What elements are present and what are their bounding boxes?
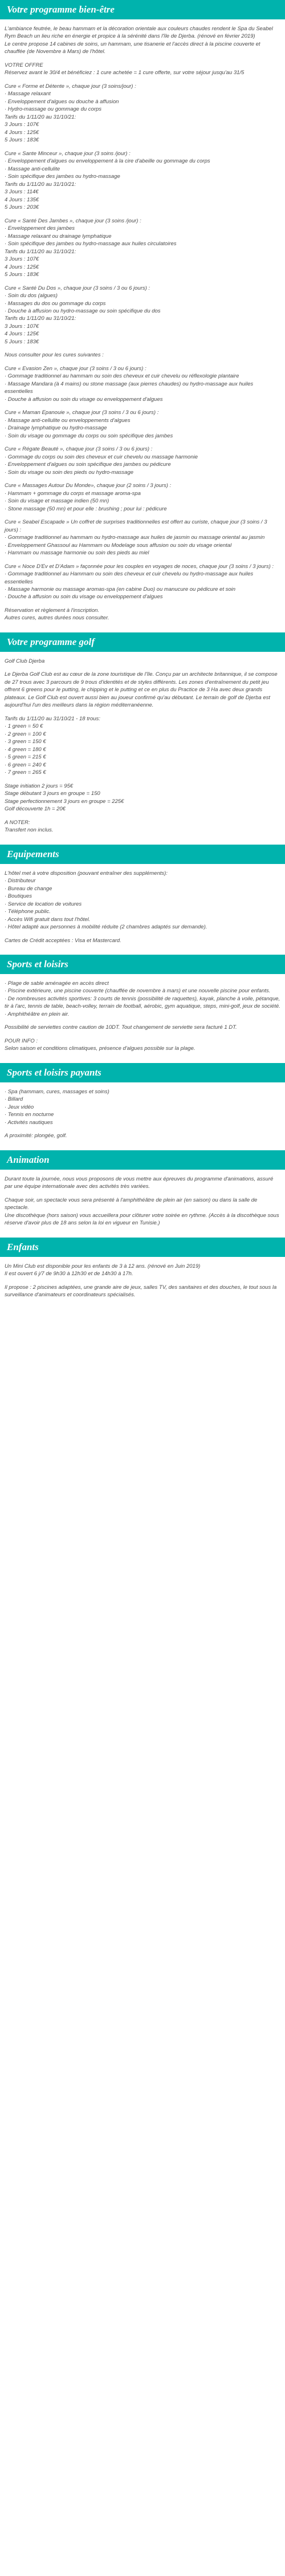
text-line: Nous consulter pour les cures suivantes : bbox=[5, 352, 104, 359]
paragraph bbox=[5, 607, 280, 622]
text-line: A NOTER: bbox=[5, 819, 30, 826]
text-line: Cure « Noce D'Ev et D'Adam » façonnée pour les couples en voyages de noces, chaque jour (3 soins / 3 jours) : bbox=[5, 563, 274, 570]
text-line: 3 Jours : 107€ bbox=[5, 256, 39, 263]
text-line: Tarifs du 1/11/20 au 31/10/21: bbox=[5, 181, 76, 188]
text-line: Cure « Maman Epanouie », chaque jour (3 soins / 3 ou 6 jours) : bbox=[5, 409, 159, 416]
paragraph bbox=[5, 658, 280, 665]
paragraph bbox=[5, 445, 280, 476]
paragraph bbox=[5, 150, 280, 212]
text-line: · Gommage traditionnel au Hammam ou soin des cheveux et cuir chevelu ou hydro-massage aux huiles essentielles bbox=[5, 571, 254, 585]
text-line: · 4 green = 180 € bbox=[5, 746, 46, 753]
text-line: POUR INFO : bbox=[5, 1037, 38, 1044]
text-line: · Soin du visage ou gommage du corps ou soin spécifique des jambes bbox=[5, 432, 173, 439]
text-line: · 1 green = 50 € bbox=[5, 723, 43, 730]
text-line: · Stone massage (50 mn) et pour elle : brushing ; pour lui : pédicure bbox=[5, 505, 167, 512]
text-line: · Massage Mandara (à 4 mains) ou stone massage (aux pierres chaudes) ou hydro-massage aux huiles essentielles bbox=[5, 380, 254, 395]
text-line: · Téléphone public. bbox=[5, 908, 51, 915]
text-line: · Massage relaxant ou drainage lymphatique bbox=[5, 233, 112, 240]
paragraph bbox=[5, 671, 280, 709]
section-title: Enfants bbox=[0, 1238, 285, 1257]
text-line: · Enveloppement Ghassoul au Hammam ou Modelage sous affusion ou soin du visage oriental bbox=[5, 542, 232, 549]
paragraph bbox=[5, 1284, 280, 1299]
paragraph bbox=[5, 1196, 280, 1227]
text-line: · Hammam + gommage du corps et massage aroma-spa bbox=[5, 490, 141, 497]
text-line: Tarifs du 1/11/20 au 31/10/21: bbox=[5, 315, 76, 322]
section-content bbox=[0, 870, 285, 944]
text-line: · Soin spécifique des jambes ou hydro-massage aux huiles circulatoires bbox=[5, 241, 177, 248]
section bbox=[0, 1238, 285, 1299]
text-line: Tarifs du 1/11/20 au 31/10/21: bbox=[5, 248, 76, 255]
text-line: · Gommage du corps ou soin des cheveux et cuir chevelu ou massage harmonie bbox=[5, 453, 198, 460]
text-line: Cure « Seabel Escapade » Un coffret de surprises traditionnelles est offert au curiste, chaque jour (3 soins / 3 jours) : bbox=[5, 519, 267, 533]
text-line: Cure « Evasion Zen », chaque jour (3 soins / 3 ou 6 jours) : bbox=[5, 365, 146, 372]
paragraph bbox=[5, 62, 280, 77]
paragraph bbox=[5, 25, 280, 56]
text-line: Cure « Régate Beauté », chaque jour (3 soins / 3 ou 6 jours) : bbox=[5, 446, 153, 453]
text-line: · Spa (hammam, cures, massages et soins) bbox=[5, 1088, 109, 1095]
text-line: · 3 green = 150 € bbox=[5, 739, 46, 745]
text-line: · Massage anti-cellulite bbox=[5, 165, 60, 172]
text-line: 4 Jours : 135€ bbox=[5, 196, 39, 203]
text-line: Un Mini Club est disponible pour les enfants de 3 à 12 ans. (rénové en Juin 2019) bbox=[5, 1263, 201, 1269]
text-line: Cure « Forme et Détente », chaque jour (3 soins/jour) : bbox=[5, 83, 136, 90]
section-title: Sports et loisirs payants bbox=[0, 1063, 285, 1082]
section bbox=[0, 955, 285, 1053]
text-line: 3 Jours : 114€ bbox=[5, 189, 39, 196]
text-line: Le Djerba Golf Club est au cœur de la zone touristique de l'île. Conçu par un architecte britannique, il se compose de 27 trous avec 3 parcours de 9 trous d'identités et de styles différents. Les zones d'entraînement du petit jeu offrent 6 greens pour le putting, le chipping et le putting et ce en plus du Practice de 3 Ha avec deux grands plateaux. Le Golf Club est ouvert aussi bien au joueur confirmé qu'au débutant. Le terrain de golf de Djerba est aujourd'hui l'un des meilleurs dans la région méditerranéenne. bbox=[5, 671, 278, 709]
text-line: Autres cures, autres durées nous consulter. bbox=[5, 615, 109, 622]
text-line: · Douche à affusion ou hydro-massage ou soin spécifique du dos bbox=[5, 307, 161, 314]
text-line: 5 Jours : 183€ bbox=[5, 338, 39, 345]
paragraph bbox=[5, 482, 280, 513]
text-line: Cure « Santé Des Jambes », chaque jour (3 soins /jour) : bbox=[5, 217, 141, 224]
paragraph bbox=[5, 351, 280, 359]
text-line: · Soin du visage et massage indien (50 mn) bbox=[5, 498, 109, 505]
text-line: · 2 green = 100 € bbox=[5, 731, 46, 737]
paragraph bbox=[5, 217, 280, 279]
text-line: 5 Jours : 183€ bbox=[5, 271, 39, 278]
section bbox=[0, 1150, 285, 1227]
text-line: Cartes de Crédit acceptées : Visa et Mastercard. bbox=[5, 937, 121, 944]
paragraph bbox=[5, 365, 280, 403]
paragraph bbox=[5, 782, 280, 813]
text-line: · Amphithéâtre en plein air. bbox=[5, 1011, 70, 1017]
paragraph bbox=[5, 409, 280, 440]
paragraph bbox=[5, 870, 280, 931]
section-content bbox=[0, 1175, 285, 1227]
text-line: Stage débutant 3 jours en groupe = 150 bbox=[5, 790, 100, 797]
text-line: · Massages du dos ou gommage du corps bbox=[5, 300, 106, 307]
text-line: · Massage harmonie ou massage aromas-spa (en cabine Duo) ou manucure ou pédicure et soin bbox=[5, 586, 236, 593]
text-line: · 7 green = 265 € bbox=[5, 769, 46, 776]
paragraph bbox=[5, 1263, 280, 1278]
text-line: Réservez avant le 30/4 et bénéficiez : 1 cure achetée = 1 cure offerte, sur votre séjour jusqu'au 31/5 bbox=[5, 70, 245, 76]
text-line: · Douche à affusion ou soin du visage ou enveloppement d'algues bbox=[5, 396, 163, 403]
section-content bbox=[0, 980, 285, 1053]
section-title: Animation bbox=[0, 1150, 285, 1170]
paragraph bbox=[5, 285, 280, 346]
paragraph bbox=[5, 1024, 280, 1031]
text-line: · Soin du dos (algues) bbox=[5, 293, 58, 299]
text-line: Stage initiation 2 jours = 95€ bbox=[5, 782, 74, 789]
text-line: · Enveloppement d'algues ou enveloppement à la cire d'abeille ou gommage du corps bbox=[5, 158, 210, 165]
section bbox=[0, 845, 285, 944]
text-line: · Douche à affusion ou soin du visage ou enveloppement d'algues bbox=[5, 594, 163, 601]
section bbox=[0, 1063, 285, 1140]
text-line: · Distributeur bbox=[5, 878, 36, 885]
text-line: · Accès Wifi gratuit dans tout l'hôtel. bbox=[5, 916, 91, 923]
section bbox=[0, 632, 285, 834]
text-line: Possibilité de serviettes contre caution de 10DT. Tout changement de serviette sera facturé 1 DT. bbox=[5, 1024, 237, 1031]
paragraph bbox=[5, 980, 280, 1018]
section-content bbox=[0, 1263, 285, 1299]
text-line: Transfert non inclus. bbox=[5, 827, 54, 834]
paragraph bbox=[5, 563, 280, 601]
text-line: L'ambiance feutrée, le beau hammam et la décoration orientale aux couleurs chaudes rendent le Spa du Seabel Rym Beach un lieu riche en énergie et propice à la sérénité dans l'île de Djerba. (rénové en février 2019) bbox=[5, 26, 273, 40]
paragraph bbox=[5, 518, 280, 557]
text-line: Golf Club Djerba bbox=[5, 658, 45, 664]
text-line: · 5 green = 215 € bbox=[5, 754, 46, 761]
paragraph bbox=[5, 1088, 280, 1126]
text-line: · Boutiques bbox=[5, 893, 32, 900]
section bbox=[0, 0, 285, 622]
paragraph bbox=[5, 83, 280, 144]
text-line: · Service de location de voitures bbox=[5, 900, 82, 907]
text-line: A proximité: plongée, golf. bbox=[5, 1133, 67, 1139]
text-line: 3 Jours : 107€ bbox=[5, 323, 39, 330]
text-line: · Soin spécifique des jambes ou hydro-massage bbox=[5, 173, 120, 180]
text-line: Cure « Massages Autour Du Monde», chaque jour (2 soins / 3 jours) : bbox=[5, 482, 172, 489]
text-line: · Activités nautiques bbox=[5, 1119, 53, 1126]
text-line: Durant toute la journée, nous vous proposons de vous mettre aux épreuves du programme d'animations, assuré par une équipe internationale avec des activités très variées. bbox=[5, 1175, 274, 1190]
text-line: Tarifs du 1/11/20 au 31/10/21: bbox=[5, 113, 76, 120]
text-line: VOTRE OFFRE bbox=[5, 62, 43, 68]
paragraph bbox=[5, 1132, 280, 1139]
text-line: · Tennis en nocturne bbox=[5, 1111, 54, 1118]
text-line: · Bureau de change bbox=[5, 885, 52, 892]
text-line: Il propose : 2 piscines adaptées, une grande aire de jeux, salles TV, des sanitaires et des douches, le tout sous la surveillance d'animateurs et coordinateurs spécialisés. bbox=[5, 1284, 277, 1299]
paragraph bbox=[5, 819, 280, 834]
text-line: 3 Jours : 107€ bbox=[5, 121, 39, 128]
text-line: · Massage relaxant bbox=[5, 91, 51, 98]
section-content bbox=[0, 658, 285, 834]
text-line: · Enveloppement d'algues ou douche à affusion bbox=[5, 98, 119, 105]
text-line: · Enveloppement d'algues ou soin spécifique des jambes ou pédicure bbox=[5, 461, 171, 468]
text-line: Stage perfectionnement 3 jours en groupe = 225€ bbox=[5, 798, 124, 805]
section-title: Votre programme bien-être bbox=[0, 0, 285, 19]
paragraph bbox=[5, 715, 280, 777]
section-title: Sports et loisirs bbox=[0, 955, 285, 974]
text-line: Chaque soir, un spectacle vous sera présenté à l'amphithéâtre de plein air (en saison) ou dans la salle de spectacle. bbox=[5, 1196, 258, 1211]
text-line: · Hôtel adapté aux personnes à mobilité réduite (2 chambres adaptés sur demande). bbox=[5, 924, 207, 931]
text-line: 4 Jours : 125€ bbox=[5, 263, 39, 270]
text-line: Tarifs du 1/11/20 au 31/10/21 - 18 trous: bbox=[5, 715, 100, 722]
text-line: 4 Jours : 125€ bbox=[5, 129, 39, 136]
text-line: Cure « Sante Minceur », chaque jour (3 soins /jour) : bbox=[5, 150, 131, 157]
text-line: · 6 green = 240 € bbox=[5, 761, 46, 768]
text-line: · Plage de sable aménagée en accès direct bbox=[5, 980, 109, 987]
text-line: · Massage anti-cellulite ou enveloppements d'algues bbox=[5, 417, 131, 424]
text-line: 5 Jours : 203€ bbox=[5, 204, 39, 211]
text-line: · Billard bbox=[5, 1096, 23, 1103]
text-line: · Gommage traditionnel au hammam ou hydro-massage aux huiles de jasmin ou massage oriental au jasmin bbox=[5, 534, 265, 541]
paragraph bbox=[5, 1175, 280, 1191]
text-line: L'hôtel met à votre disposition (pouvant entraîner des suppléments): bbox=[5, 870, 168, 877]
text-line: Golf découverte 1h = 20€ bbox=[5, 806, 66, 813]
text-line: Il est ouvert 6 j/7 de 9h30 à 12h30 et de 14h30 à 17h. bbox=[5, 1271, 133, 1277]
text-line: · Soin du visage ou soin des pieds ou hydro-massage bbox=[5, 469, 134, 476]
section-content bbox=[0, 1088, 285, 1140]
text-line: · Piscine extérieure, une piscine couverte (chauffée de novembre à mars) et une nouvelle piscine pour enfants. bbox=[5, 988, 271, 995]
section-title: Votre programme golf bbox=[0, 632, 285, 652]
paragraph bbox=[5, 937, 280, 944]
text-line: · Drainage lymphatique ou hydro-massage bbox=[5, 425, 107, 432]
text-line: Réservation et règlement à l'inscription. bbox=[5, 607, 100, 614]
text-line: · Hammam ou massage harmonie ou soin des pieds au miel bbox=[5, 550, 149, 557]
text-line: 4 Jours : 125€ bbox=[5, 331, 39, 338]
section-content bbox=[0, 25, 285, 622]
text-line: Une discothèque (hors saison) vous accueillera pour clôturer votre soirée en rythme. (Accès à la discothèque sous réserve d'avoir plus de 18 ans selon la loi en vigueur en Tunisie.) bbox=[5, 1212, 279, 1227]
text-line: Le centre propose 14 cabines de soins, un hammam, une tisanerie et l'accès direct à la piscine couverte et chauffée (de Novembre à Mars) de l'hôtel. bbox=[5, 40, 260, 55]
text-line: 5 Jours : 183€ bbox=[5, 137, 39, 144]
paragraph bbox=[5, 1037, 280, 1053]
text-line: · Hydro-massage ou gommage du corps bbox=[5, 106, 102, 113]
text-line: · Enveloppement des jambes bbox=[5, 225, 75, 232]
text-line: · Jeux vidéo bbox=[5, 1104, 34, 1110]
text-line: Selon saison et conditions climatiques, présence d'algues possible sur la plage. bbox=[5, 1045, 196, 1052]
section-title: Equipements bbox=[0, 845, 285, 864]
text-line: · Gommage traditionnel au hammam ou soin des cheveux et cuir chevelu ou réflexologie plantaire bbox=[5, 373, 239, 380]
text-line: · De nombreuses activités sportives: 3 courts de tennis (possibilité de raquettes), kayak, planche à voile, pétanque, tir à l'arc, tennis de table, beach-volley, terrain de football, aérobic, gym aquatique, steps, mini-golf, jeux de société. bbox=[5, 995, 280, 1010]
text-line: Cure « Santé Du Dos », chaque jour (3 soins / 3 ou 6 jours) : bbox=[5, 285, 150, 291]
